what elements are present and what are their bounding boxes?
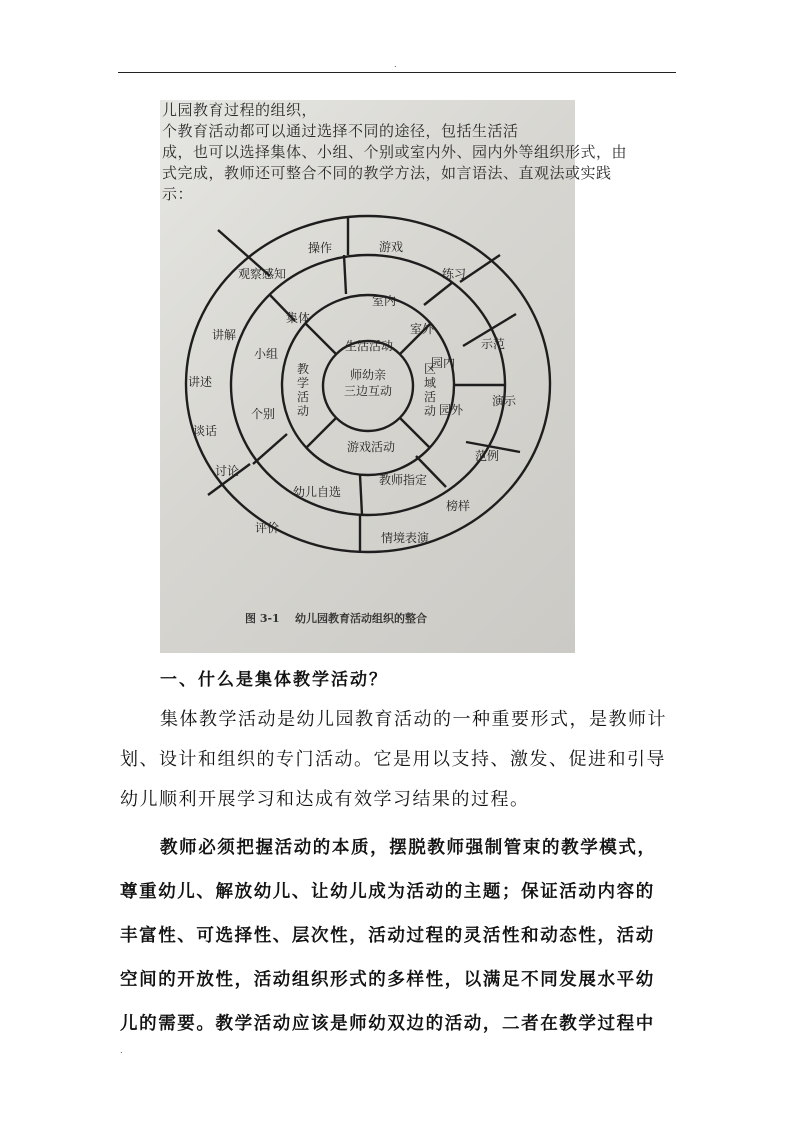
middle-label-outdoor: 室外 <box>409 322 435 336</box>
outer-label-operate: 操作 <box>307 241 333 255</box>
outer-label-example: 范例 <box>474 449 500 463</box>
divider <box>424 282 453 305</box>
photo-text-line: 式完成，教师还可整合不同的教学方法，如言语法、直观法或实践 <box>162 164 612 182</box>
integration-diagram <box>160 100 575 653</box>
paragraph-line: 教师必须把握活动的本质，摆脱教师强制管束的教学模式， <box>160 838 657 858</box>
outer-label-game: 游戏 <box>378 240 404 254</box>
middle-label-out-park: 园外 <box>438 403 464 417</box>
section-heading: 一、什么是集体教学活动？ <box>160 670 388 690</box>
middle-label-in-park: 园内 <box>430 356 456 370</box>
header-mark: . <box>394 60 397 69</box>
paragraph-1 <box>120 700 680 820</box>
divider <box>306 324 336 354</box>
middle-label-teacher-assigned: 教师指定 <box>378 473 428 487</box>
outer-label-demonstrate: 示范 <box>480 337 506 351</box>
paragraph-2 <box>120 826 680 1046</box>
paragraph-line: 划、设计和组织的专门活动。它是用以支持、激发、促进和引导 <box>120 749 666 770</box>
header-rule <box>118 72 676 73</box>
outer-label-narrate: 讲述 <box>187 375 213 389</box>
paragraph-line: 空间的开放性，活动组织形式的多样性，以满足不同发展水平幼 <box>120 970 655 990</box>
middle-label-child-chosen: 幼儿自选 <box>292 485 342 499</box>
outer-label-talk: 谈话 <box>192 424 218 438</box>
footer-mark: . <box>120 1046 123 1055</box>
divider <box>253 434 287 464</box>
outer-label-scenario: 情境表演 <box>380 531 430 545</box>
inner-label-area: 区域活动 <box>423 362 437 418</box>
divider <box>344 255 346 294</box>
paragraph-line: 丰富性、可选择性、层次性，活动过程的灵活性和动态性，活动 <box>120 926 655 946</box>
inner-label-teaching: 教学活动 <box>296 362 310 418</box>
middle-label-small-group: 小组 <box>253 347 279 361</box>
middle-label-indoor: 室内 <box>371 294 397 308</box>
photo-text-line: 成，也可以选择集体、小组、个别或室内外、园内外等组织形式，由 <box>162 143 628 161</box>
middle-label-group: 集体 <box>285 311 311 325</box>
center-label: 师幼亲三边互动 <box>343 368 393 398</box>
paragraph-line: 幼儿顺利开展学习和达成有效学习结果的过程。 <box>120 789 530 810</box>
inner-label-game: 游戏活动 <box>346 440 396 454</box>
figure-caption: 图 3-1 幼儿园教育活动组织的整合 <box>245 612 428 625</box>
outer-label-show: 演示 <box>491 394 517 408</box>
photo-text-line: 儿园教育过程的组织， <box>162 101 318 119</box>
divider <box>360 475 362 515</box>
outer-label-explain: 讲解 <box>211 328 237 342</box>
middle-label-individual: 个别 <box>250 407 276 421</box>
photo-text-line: 示： <box>162 185 194 203</box>
inner-label-life: 生活活动 <box>344 339 394 353</box>
paragraph-line: 尊重幼儿、解放幼儿、让幼儿成为活动的主题；保证活动内容的 <box>120 882 655 902</box>
textbook-photo <box>160 100 628 653</box>
outer-label-evaluate: 评价 <box>254 521 280 535</box>
paragraph-line: 儿的需要。教学活动应该是师幼双边的活动，二者在教学过程中 <box>120 1014 655 1034</box>
paragraph-line: 集体教学活动是幼儿园教育活动的一种重要形式，是教师计 <box>160 709 667 730</box>
divider <box>306 418 336 448</box>
outer-label-model: 榜样 <box>445 499 471 513</box>
outer-label-observe: 观察感知 <box>237 267 287 281</box>
divider <box>400 418 430 448</box>
photo-text-line: 个教育活动都可以通过选择不同的途径，包括生活活 <box>162 122 519 140</box>
outer-label-discuss: 讨论 <box>214 464 240 478</box>
outer-label-practice: 练习 <box>441 267 467 281</box>
